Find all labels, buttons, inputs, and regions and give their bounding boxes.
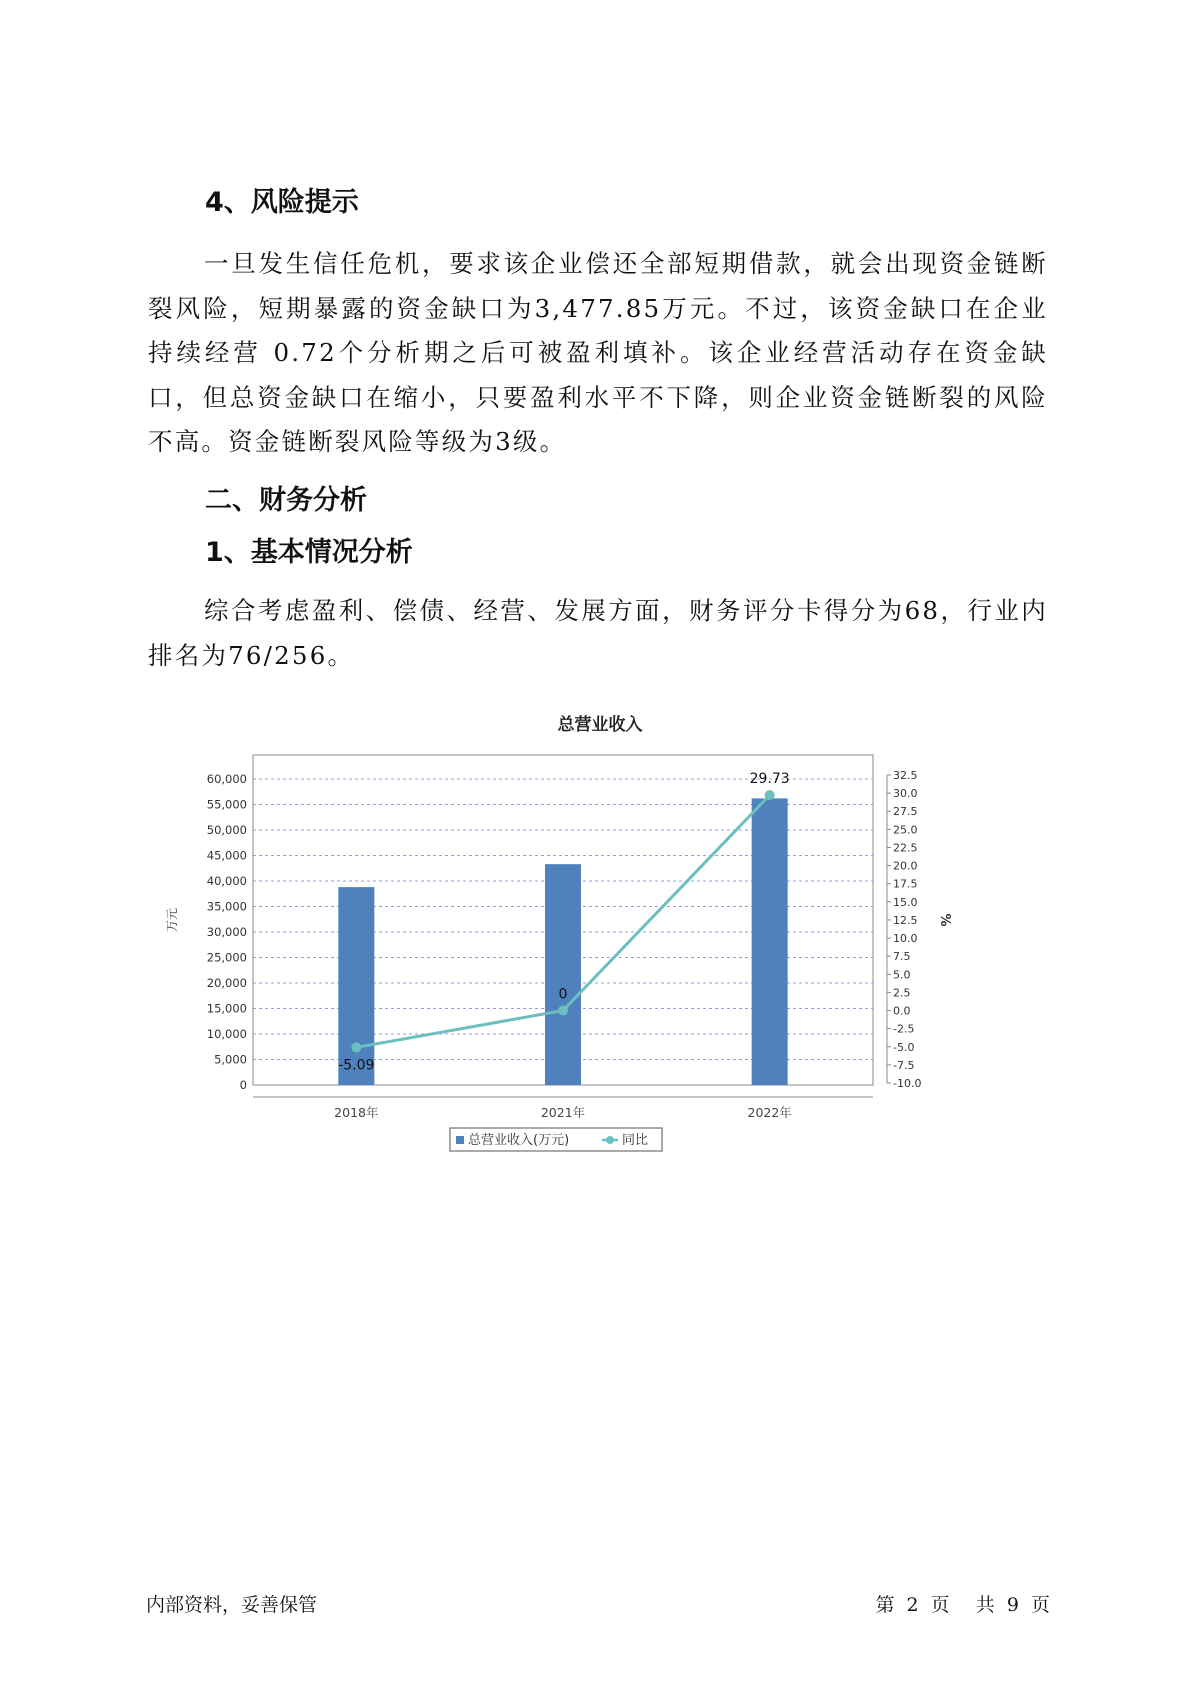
right-tick-label: 2.5 <box>893 986 911 1000</box>
right-tick-label: 12.5 <box>893 913 918 927</box>
right-tick-label: -10.0 <box>893 1077 922 1090</box>
yoy-data-label: 0 <box>558 986 568 1003</box>
left-tick-label: 10,000 <box>206 1027 247 1041</box>
right-tick-label: -5.0 <box>893 1040 915 1054</box>
legend-bar-swatch <box>456 1136 464 1144</box>
x-tick-label: 2018年 <box>334 1105 379 1120</box>
page-mid: 页 <box>930 1594 951 1616</box>
right-tick-label: 30.0 <box>893 787 918 801</box>
right-tick-label: -2.5 <box>893 1022 915 1036</box>
legend-line-marker <box>606 1136 614 1144</box>
page-prefix: 第 <box>875 1594 896 1616</box>
legend-line-label: 同比 <box>622 1133 649 1148</box>
left-tick-label: 25,000 <box>206 950 247 965</box>
risk-heading: 4、风险提示 <box>205 187 359 218</box>
page-total-prefix: 共 <box>975 1594 996 1616</box>
yoy-data-label: 29.73 <box>749 771 790 788</box>
basic-analysis-heading: 1、基本情况分析 <box>205 537 413 568</box>
right-tick-label: 25.0 <box>893 823 918 837</box>
left-tick-label: 40,000 <box>206 874 247 888</box>
right-tick-label: 27.5 <box>893 805 918 819</box>
basic-analysis-paragraph: 综合考虑盈利、偿债、经营、发展方面，财务评分卡得分为68，行业内排名为76/256。 <box>148 596 1048 670</box>
revenue-bar <box>338 887 374 1085</box>
x-tick-label: 2022年 <box>747 1105 792 1120</box>
revenue-bar <box>752 798 788 1085</box>
chart-canvas <box>160 700 1040 1170</box>
risk-paragraph: 一旦发生信任危机，要求该企业偿还全部短期借款，就会出现资金链断裂风险，短期暴露的资金缺口为3,477.85万元。不过，该资金缺口在企业持续经营 0.72个分析期之后可被盈利填补。该企业经营活动存在资金缺口，但总资金缺口在缩小，只要盈利水平不下降，则企业资金链断裂的风险不高。资金链断裂风险等级为3级。 <box>148 249 1048 456</box>
right-axis-title: % <box>937 913 952 927</box>
right-tick-label: 5.0 <box>893 968 911 982</box>
right-tick-label: 15.0 <box>893 895 918 909</box>
finance-heading: 二、财务分析 <box>205 485 367 516</box>
left-tick-label: 0 <box>239 1078 247 1092</box>
yoy-point <box>765 790 775 800</box>
page-indicator <box>873 1590 1053 1617</box>
revenue-chart <box>160 700 1040 1170</box>
page-current: 2 <box>906 1594 920 1616</box>
left-tick-label: 45,000 <box>206 848 247 863</box>
page-total: 9 <box>1006 1594 1020 1616</box>
right-tick-label: 17.5 <box>893 877 918 891</box>
left-tick-label: 50,000 <box>206 823 247 837</box>
right-tick-label: 22.5 <box>893 841 918 855</box>
left-tick-label: 55,000 <box>206 797 247 812</box>
x-tick-label: 2021年 <box>540 1105 586 1120</box>
chart-title: 总营业收入 <box>557 715 643 735</box>
yoy-data-label: -5.09 <box>338 1057 375 1074</box>
left-tick-label: 15,000 <box>206 1001 247 1016</box>
right-tick-label: 7.5 <box>893 950 911 964</box>
left-tick-label: 60,000 <box>206 772 247 786</box>
yoy-point <box>558 1006 568 1016</box>
left-tick-label: 35,000 <box>206 899 247 914</box>
yoy-point <box>351 1042 361 1052</box>
page-suffix: 页 <box>1030 1594 1051 1616</box>
left-tick-label: 30,000 <box>206 925 247 939</box>
left-tick-label: 5,000 <box>214 1052 247 1067</box>
right-tick-label: -7.5 <box>893 1058 915 1072</box>
left-axis-title: 万元 <box>165 907 179 933</box>
legend-bar-label: 总营业收入(万元) <box>468 1133 570 1148</box>
right-tick-label: 0.0 <box>893 1004 911 1018</box>
right-tick-label: 32.5 <box>893 769 918 782</box>
footer-note: 内部资料，妥善保管 <box>146 1594 318 1616</box>
right-tick-label: 20.0 <box>893 859 918 873</box>
left-tick-label: 20,000 <box>206 976 247 990</box>
revenue-bar <box>545 864 581 1085</box>
right-tick-label: 10.0 <box>893 932 918 946</box>
